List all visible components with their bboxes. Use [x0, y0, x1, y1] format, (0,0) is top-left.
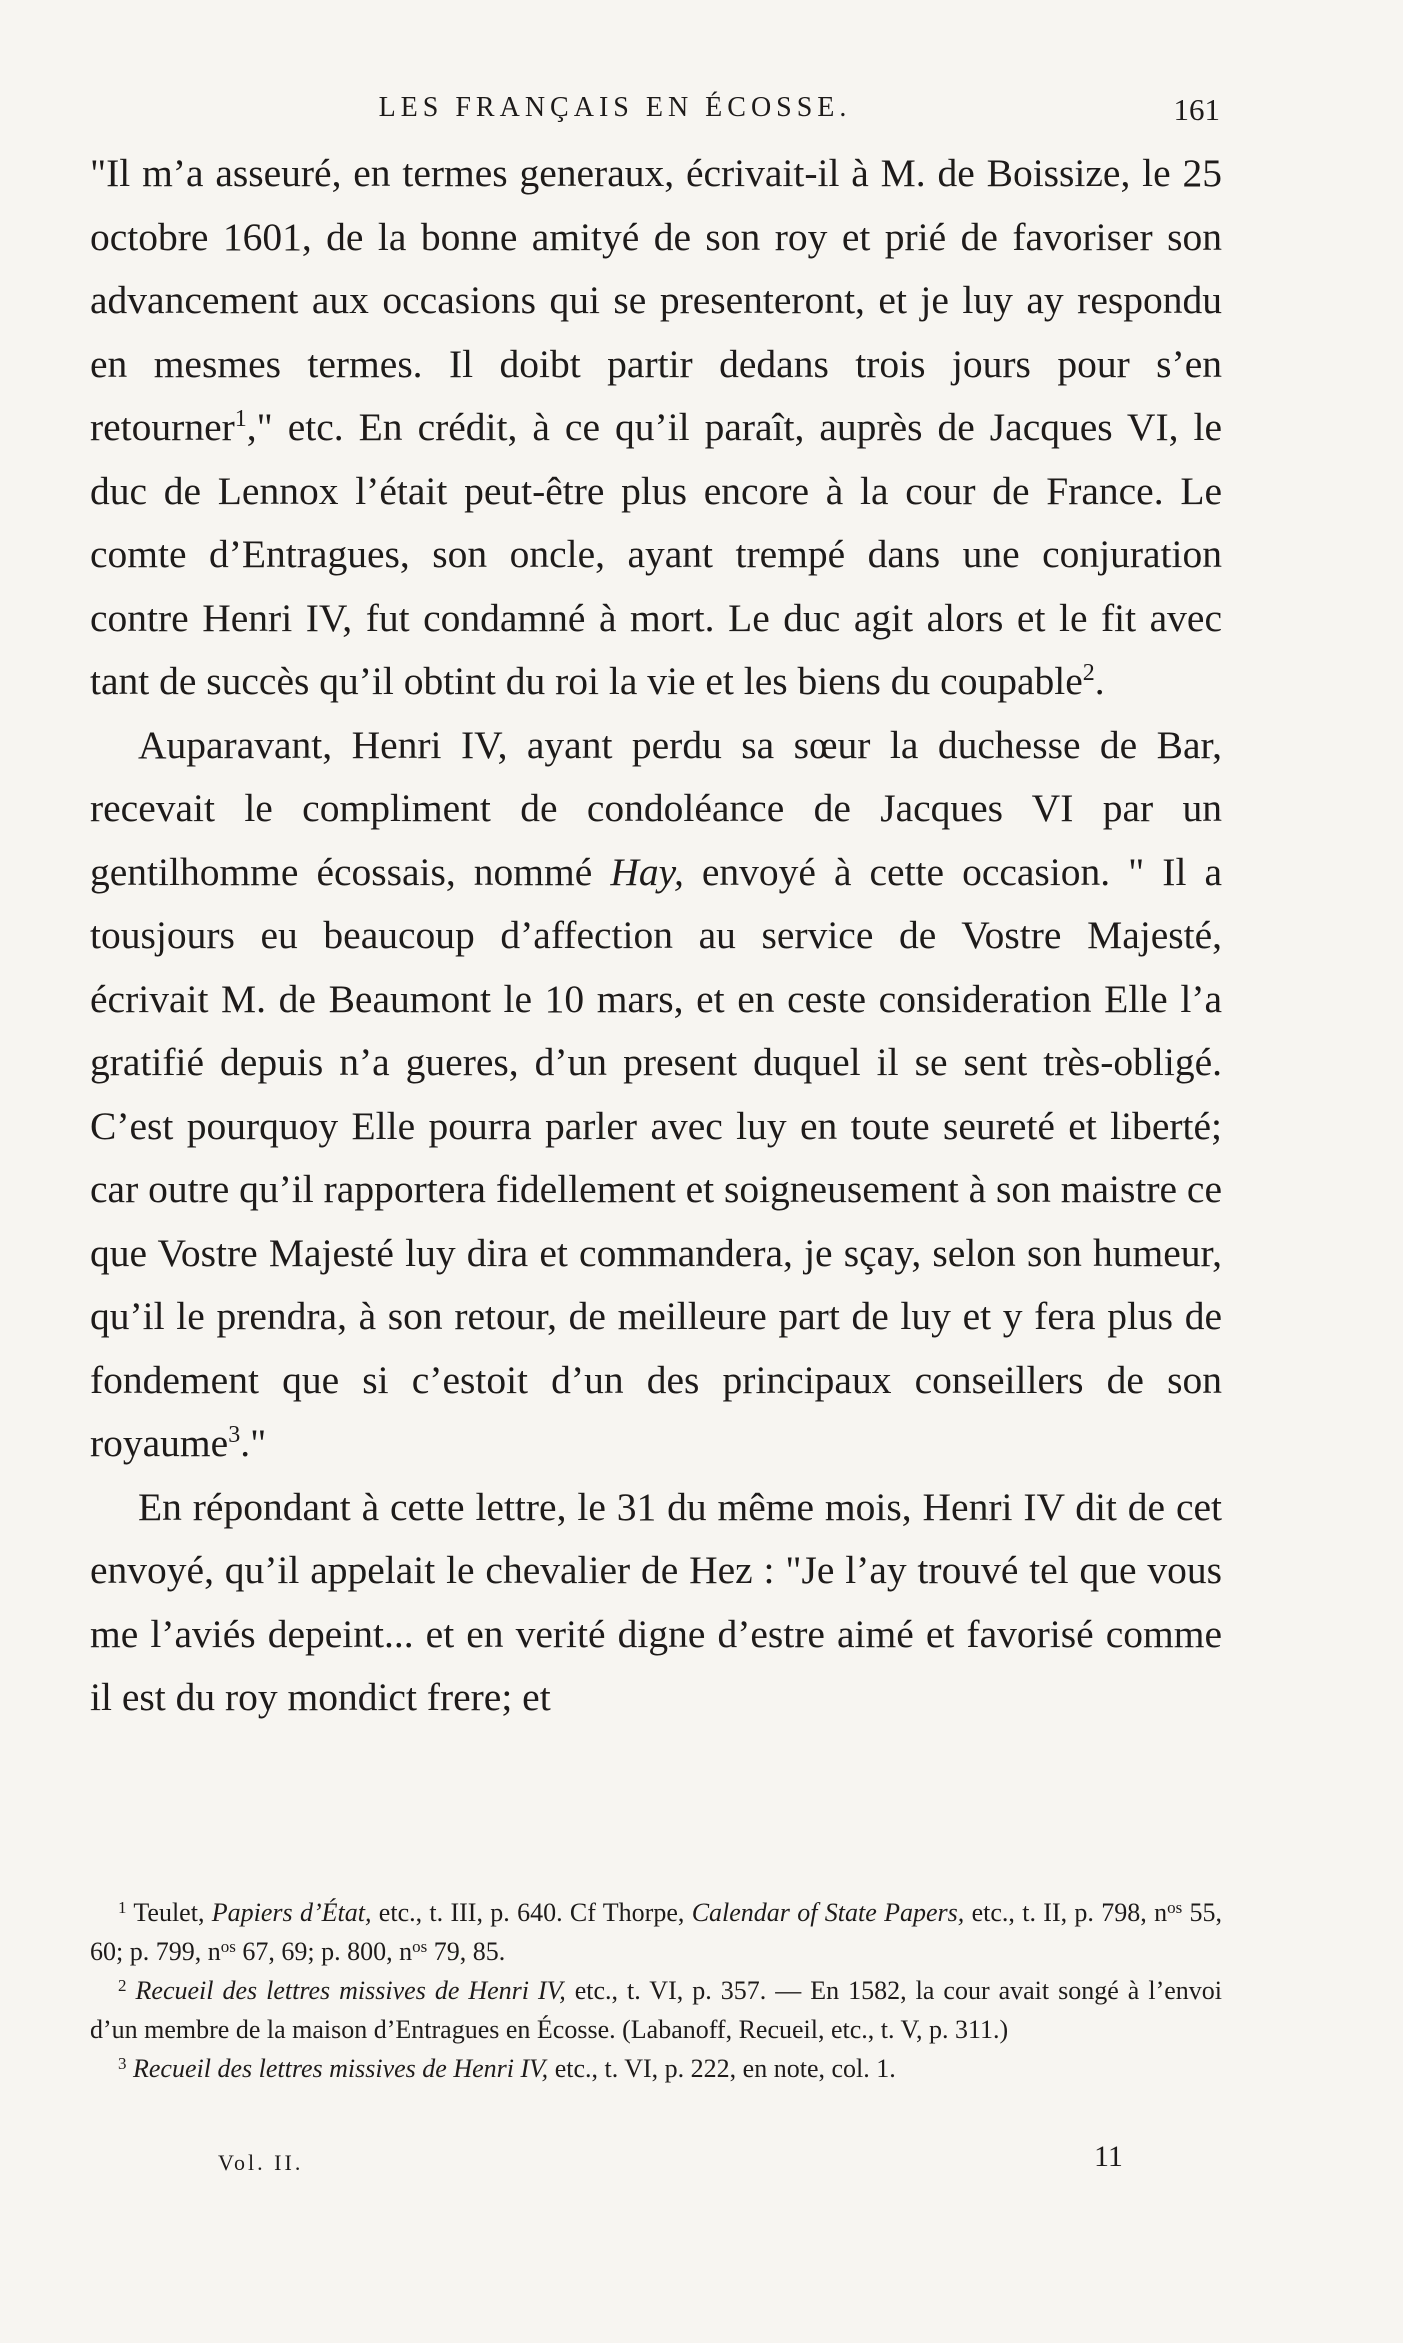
- footnote-1-number: 1: [118, 1898, 127, 1917]
- footnotes: [90, 1893, 1222, 2088]
- footnote-1-title-2: Calendar of State Papers,: [691, 1898, 965, 1927]
- footnote-1-text-e: 67, 69; p. 800, n: [235, 1937, 413, 1966]
- footnote-2-number: 2: [118, 1976, 127, 1995]
- paragraph-2-text-a: Auparavant, Henri IV, ayant perdu sa sœur la duchesse de Bar, recevait le compliment de condoléance de Jacques VI par un gentilhomme écossais, nommé: [90, 722, 1222, 894]
- footnote-1-text-b: etc., t. III, p. 640. Cf Thorpe,: [371, 1898, 692, 1927]
- paragraph-2-text-b: envoyé à cette occasion. " Il a tousjours eu beaucoup d’affection au service de Vostre Majesté, écrivait M. de Beaumont le 10 mars, et en ceste consideration Elle l’a gratifié depuis n’a gueres, d’un present duquel il se sent très-obligé. C’est pourquoy Elle pourra parler avec luy en toute seureté et liberté; car outre qu’il rapportera fidellement et soigneusement à son maistre ce que Vostre Majesté luy dira et commandera, je sçay, selon son humeur, qu’il le prendra, à son retour, de meilleure part de luy et y fera plus de fondement que si c’estoit d’un des principaux conseillers de son royaume: [90, 849, 1222, 1465]
- footnote-2-text: etc., t. VI, p. 357. — En 1582, la cour avait songé à l’envoi d’un membre de la maison d’Entragues en Écosse. (Labanoff, Recueil, etc., t. V, p. 311.): [90, 1976, 1222, 2044]
- footnote-3: [90, 2049, 1222, 2088]
- name-hay: Hay,: [610, 849, 684, 894]
- footnote-1-text-f: 79, 85.: [427, 1937, 506, 1966]
- footnote-1-title-1: Papiers d’État,: [211, 1898, 372, 1927]
- footnote-2-title: Recueil des lettres missives de Henri IV,: [135, 1976, 566, 2005]
- paragraph-1: [90, 142, 1222, 714]
- paragraph-3: [90, 1476, 1222, 1730]
- volume-signature: Vol. II.: [218, 2150, 304, 2175]
- footnote-2: [90, 1971, 1222, 2049]
- main-text: [90, 142, 1222, 1730]
- footnote-ref-3: 3: [228, 1422, 241, 1448]
- paragraph-1-text-c: .: [1094, 659, 1105, 703]
- sheet-signature: 11: [1094, 2140, 1123, 2173]
- footnote-1-text-c: etc., t. II, p. 798, n: [964, 1898, 1168, 1927]
- footnote-3-text: etc., t. VI, p. 222, en note, col. 1.: [548, 2054, 896, 2083]
- running-head: [90, 92, 1220, 132]
- footnote-1: [90, 1893, 1222, 1971]
- footnote-ref-2: 2: [1082, 660, 1095, 686]
- footnote-1-text-d: 55, 60; p. 799, n: [90, 1898, 1223, 1966]
- running-title: LES FRANÇAIS EN ÉCOSSE.: [378, 92, 852, 123]
- footnote-3-number: 3: [118, 2054, 127, 2073]
- footnote-3-title: Recueil des lettres missives de Henri IV,: [133, 2054, 549, 2083]
- footnote-ref-1: 1: [234, 406, 247, 432]
- footnote-1-os-3: os: [412, 1937, 428, 1956]
- paragraph-1-text-b: ," etc. En crédit, à ce qu’il paraît, auprès de Jacques VI, le duc de Lennox l’était peut-être plus encore à la cour de France. Le comte d’Entragues, son oncle, ayant trempé dans une conjuration contre Henri IV, fut condamné à mort. Le duc agit alors et le fit avec tant de succès qu’il obtint du roi la vie et les biens du coupable: [90, 405, 1222, 703]
- paragraph-3-text: En répondant à cette lettre, le 31 du même mois, Henri IV dit de cet envoyé, qu’il appelait le chevalier de Hez : "Je l’ay trouvé tel que vous me l’aviés depeint... et en verité digne d’estre aimé et favorisé comme il est du roy mondict frere; et: [90, 1484, 1222, 1719]
- footnote-1-text-a: Teulet,: [126, 1898, 212, 1927]
- paragraph-2: [90, 714, 1222, 1476]
- page-number: 161: [1173, 92, 1220, 127]
- paragraph-1-text-a: "Il m’a asseuré, en termes generaux, écrivait-il à M. de Boissize, le 25 octobre 1601, de la bonne amityé de son roy et prié de favoriser son advancement aux occasions qui se presenteront, et je luy ay respondu en mesmes termes. Il doibt partir dedans trois jours pour s’en retourner: [90, 151, 1222, 449]
- footnote-1-os-1: os: [1167, 1898, 1183, 1917]
- paragraph-2-text-c: .": [240, 1421, 267, 1465]
- footnote-1-os-2: os: [220, 1937, 236, 1956]
